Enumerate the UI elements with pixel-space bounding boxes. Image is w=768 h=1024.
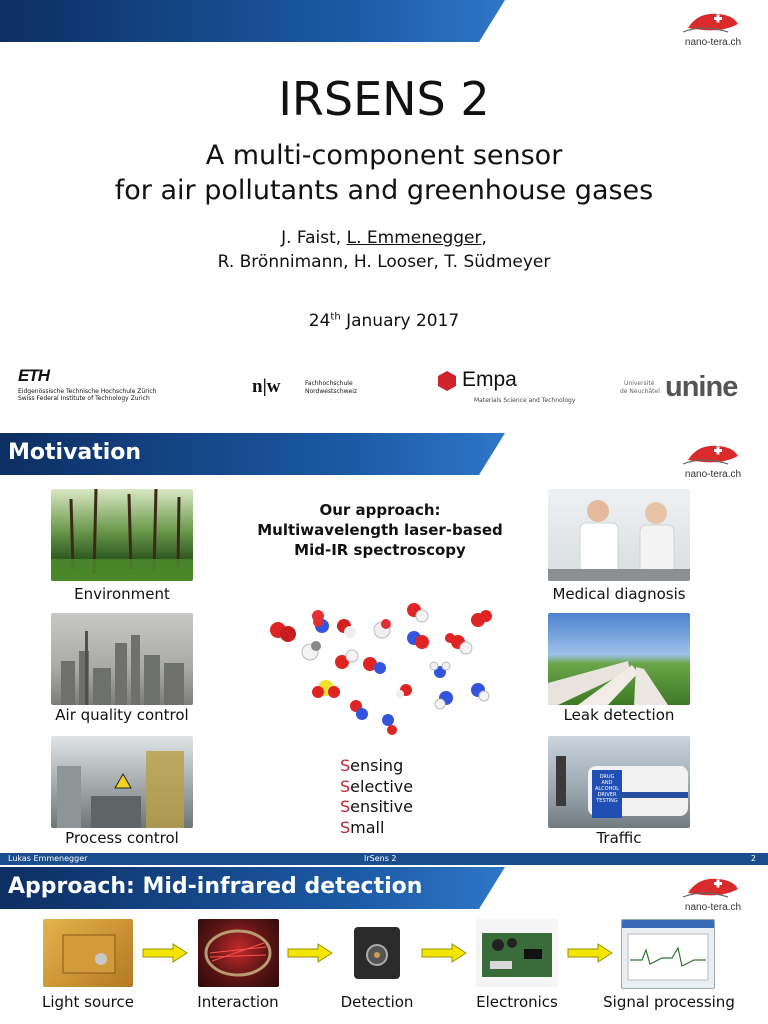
empa-hexagon-icon (436, 370, 458, 392)
multipass-cell-icon (198, 919, 279, 987)
s-rest: ensing (350, 756, 404, 775)
arrow-right-icon (566, 942, 614, 964)
date-day: 24 (308, 311, 331, 331)
environment-photo (51, 489, 193, 581)
s-initial: S (340, 817, 351, 837)
caption-air-quality: Air quality control (55, 706, 189, 724)
eth-logo (18, 366, 178, 406)
author-emmenegger: L. Emmenegger (346, 228, 482, 248)
s-rest: ensitive (350, 797, 413, 816)
forest-trees-icon (51, 489, 193, 581)
s-rest: mall (350, 817, 385, 837)
date-suffix: th (330, 311, 341, 323)
slide1-subtitle-line1: A multi-component sensor (205, 140, 563, 171)
nanotera-text: nano-tera.ch (684, 37, 742, 48)
doctor-patient-icon (548, 489, 690, 581)
molecules-illustration (260, 590, 510, 740)
molecule-o3 (407, 603, 428, 622)
slide2-footer (0, 853, 768, 865)
molecule-o2 (270, 622, 296, 642)
process-control-photo (51, 736, 193, 828)
medical-diagnosis-photo (548, 489, 690, 581)
step-light-source: Light source (41, 993, 134, 1011)
arrow-right-icon (420, 942, 468, 964)
s-initial: S (340, 776, 351, 796)
fhnw-line1: Fachhochschule (305, 380, 353, 387)
molecule-h2o-1 (374, 619, 391, 638)
nanotera-logo-3 (678, 871, 748, 913)
footer-author: Lukas Emmenegger (8, 854, 88, 863)
slide3-banner (0, 867, 505, 909)
detection-photo (348, 919, 406, 987)
caption-leak-detection: Leak detection (563, 706, 675, 724)
authors-comma: , (481, 228, 487, 248)
footer-page-number: 2 (750, 854, 756, 863)
s-word-sensing (340, 756, 413, 777)
caption-traffic: Traffic (596, 829, 642, 847)
molecule-co-2 (382, 714, 397, 735)
molecule-no-2 (350, 700, 368, 720)
s-rest: elective (350, 776, 414, 796)
molecule-no (363, 657, 386, 674)
slide1-subtitle-line2: for air pollutants and greenhouse gases (114, 175, 654, 206)
authors-line2: R. Brönnimann, H. Looser, T. Südmeyer (217, 252, 551, 272)
molecule-co2-1 (335, 650, 358, 669)
fhnw-mark: n|w (252, 376, 281, 397)
approach-line3: Mid-IR spectroscopy (294, 541, 466, 559)
empa-name: Empa (462, 368, 517, 391)
industrial-plant-icon (51, 736, 193, 828)
s-words-list (340, 756, 413, 838)
footer-project: IrSens 2 (364, 854, 397, 863)
step-detection: Detection (340, 993, 414, 1011)
molecule-n2o (407, 631, 429, 649)
molecule-nh3-3 (471, 683, 489, 701)
step-signal-processing: Signal processing (603, 993, 735, 1011)
leak-detection-photo (548, 613, 690, 705)
molecule-co2-2 (471, 610, 492, 627)
nanotera-swiss-icon (678, 438, 748, 468)
s-word-selective (340, 777, 413, 798)
air-quality-photo (51, 613, 193, 705)
s-initial: S (340, 797, 351, 816)
detector-icon (348, 919, 406, 987)
signal-processing-photo (621, 919, 715, 989)
unine-line2: de Neuchâtel (620, 388, 660, 395)
molecule-no2 (312, 610, 329, 633)
molecule-o2-2 (445, 633, 472, 654)
eth-name: ETH (18, 366, 49, 385)
molecule-ch4 (302, 641, 321, 660)
caption-process-control: Process control (65, 829, 179, 847)
approach-line1: Our approach: (319, 501, 441, 519)
step-interaction: Interaction (197, 993, 279, 1011)
arrow-right-icon (286, 942, 334, 964)
eth-line1: Eidgenössische Technische Hochschule Zürich (18, 388, 157, 395)
s-word-sensitive (340, 797, 413, 818)
s-word-small (340, 818, 413, 839)
traffic-photo (548, 736, 690, 828)
arrow-right-icon (141, 942, 189, 964)
smoggy-city-icon (51, 613, 193, 705)
light-source-photo (43, 919, 133, 987)
molecule-nh3-1 (430, 662, 450, 678)
empa-logo (436, 368, 586, 408)
authors-line1 (0, 228, 768, 248)
molecule-so2 (312, 680, 340, 698)
author-faist: J. Faist, (281, 228, 347, 248)
s-initial: S (340, 756, 351, 775)
slide3-title: Approach: Mid-infrared detection (8, 874, 423, 899)
fhnw-line2: Nordwestschweiz (305, 388, 358, 395)
pipelines-icon (548, 613, 690, 705)
slide1-banner (0, 0, 505, 42)
molecule-co (337, 619, 356, 638)
nanotera-logo-2 (678, 438, 748, 480)
nanotera-swiss-icon (678, 871, 748, 901)
nanotera-swiss-icon (678, 6, 748, 36)
presentation-date (0, 311, 768, 331)
approach-line2: Multiwavelength laser-based (257, 521, 503, 539)
interaction-photo (198, 919, 279, 987)
traffic-sign-text: DRUG AND ALCOHOL DRIVER TESTING (594, 774, 620, 804)
nanotera-logo (678, 6, 748, 48)
spectrum-software-icon (622, 920, 714, 988)
molecule-h2o-2 (396, 684, 412, 698)
step-electronics: Electronics (476, 993, 558, 1011)
laser-module-icon (43, 919, 133, 987)
unine-logo (620, 368, 750, 408)
slide2-banner (0, 433, 505, 475)
electronics-photo (476, 919, 558, 987)
circuit-board-icon (476, 919, 558, 987)
molecule-nh3-2 (435, 691, 453, 709)
nanotera-text: nano-tera.ch (684, 469, 742, 480)
fhnw-logo (252, 376, 372, 402)
slide2-title: Motivation (8, 440, 142, 465)
caption-environment: Environment (74, 585, 170, 603)
caption-medical-diagnosis: Medical diagnosis (552, 585, 686, 603)
nanotera-text: nano-tera.ch (684, 902, 742, 913)
unine-line1: Université (624, 380, 655, 387)
date-rest: January 2017 (340, 311, 460, 331)
unine-name: unine (665, 371, 738, 403)
empa-tag: Materials Science and Technology (474, 397, 576, 404)
eth-line2: Swiss Federal Institute of Technology Zurich (18, 395, 150, 402)
slide1-title: IRSENS 2 (278, 72, 490, 126)
